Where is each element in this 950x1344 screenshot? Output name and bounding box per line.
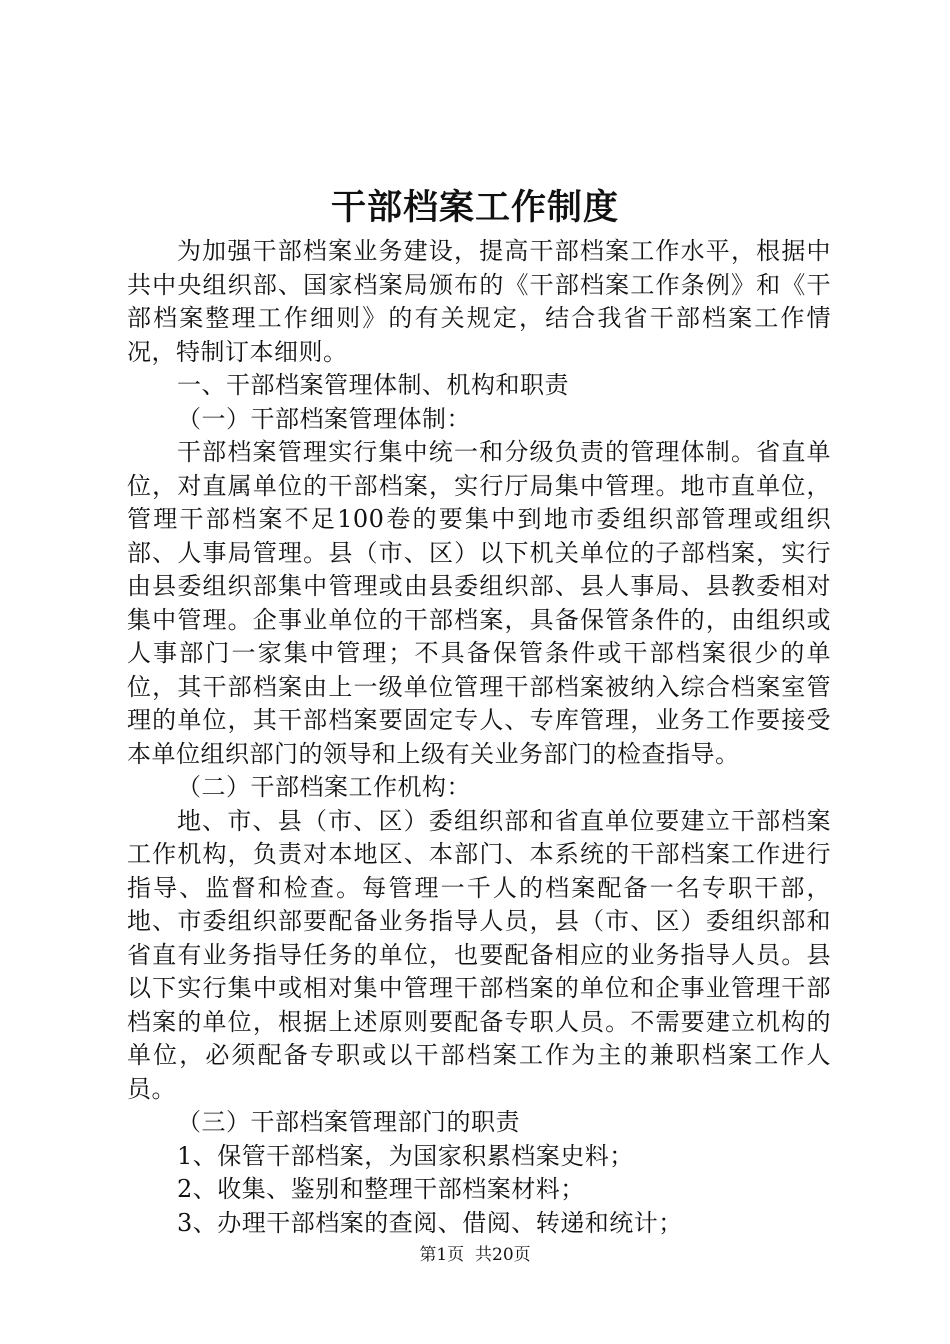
subsection-heading-2: （二）干部档案工作机构： (177, 773, 471, 801)
document-title: 干部档案工作制度 (330, 188, 619, 228)
subsection-heading-1: （一）干部档案管理体制： (177, 404, 471, 433)
duty-item-1: 1、保管干部档案，为国家积累档案史料； (177, 1141, 634, 1170)
section-heading-1: 一、干部档案管理体制、机构和职责 (177, 371, 569, 399)
page-footer (0, 1243, 950, 1267)
intro-paragraph: 为加强干部档案业务建设，提高干部档案工作水平，根据中共中央组织部、国家档案局颁布的《干部档案工作条例》和《干部档案整理工作细则》的有关规定，结合我省干部档案工作情况，特制订本细则。 (127, 237, 831, 366)
page-total: 共20页 (475, 1245, 531, 1265)
page-number: 第1页 (419, 1245, 465, 1265)
management-system-paragraph: 干部档案管理实行集中统一和分级负责的管理体制。省直单位，对直属单位的干部档案，实行厅局集中管理。地市直单位，管理干部档案不足100卷的要集中到地市委组织部管理或组织部、人事局管理。县（市、区）以下机关单位的子部档案，实行由县委组织部集中管理或由县委组织部、县人事局、县教委相对集中管理。企事业单位的干部档案，具备保管条件的，由组织或人事部门一家集中管理；不具备保管条件或干部档案很少的单位，其干部档案由上一级单位管理干部档案被纳入综合档案室管理的单位，其干部档案要固定专人、专库管理，业务工作要接受本单位组织部门的领导和上级有关业务部门的检查指导。 (127, 438, 831, 768)
subsection-heading-3: （三）干部档案管理部门的职责 (177, 1108, 520, 1136)
work-organization-paragraph: 地、市、县（市、区）委组织部和省直单位要建立干部档案工作机构，负责对本地区、本部门、本系统的干部档案工作进行指导、监督和检查。每管理一千人的档案配备一名专职干部，地、市委组织部要配备业务指导人员，县（市、区）委组织部和省直有业务指导任务的单位，也要配备相应的业务指导人员。县以下实行集中或相对集中管理干部档案的单位和企事业管理干部档案的单位，根据上述原则要配备专职人员。不需要建立机构的单位，必须配备专职或以干部档案工作为主的兼职档案工作人员。 (127, 806, 831, 1103)
document-body (127, 235, 831, 1240)
duty-item-2: 2、收集、鉴别和整理干部档案材料； (177, 1175, 585, 1203)
duty-item-3: 3、办理干部档案的查阅、借阅、转递和统计； (177, 1208, 683, 1237)
